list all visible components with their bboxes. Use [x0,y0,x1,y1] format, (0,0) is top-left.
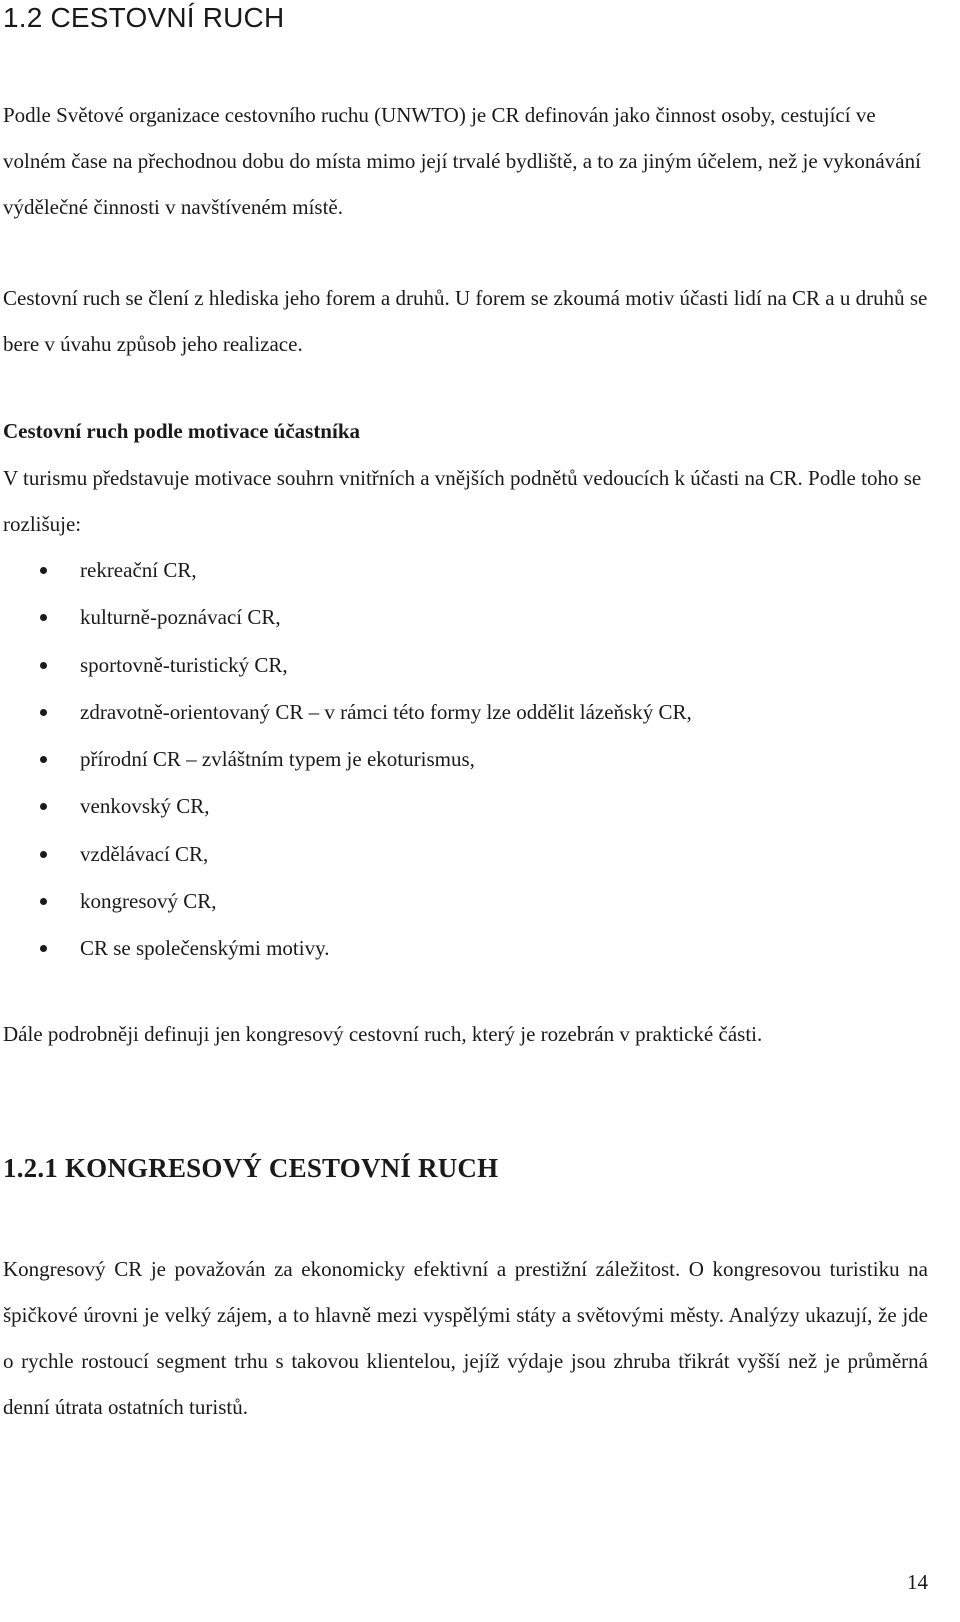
list-item [0,689,692,736]
list-item [0,783,692,830]
list-item [0,736,692,783]
bullet-icon [40,567,47,574]
list-item-text: kongresový CR, [80,889,217,914]
list-item [0,925,692,972]
bullet-icon [40,945,47,952]
list-item-text: sportovně-turistický CR, [80,652,288,677]
list-item-text: rekreační CR, [80,558,197,582]
list-item [0,594,692,641]
bullet-icon [40,898,47,905]
list-item-text: venkovský CR, [80,794,210,819]
section-title: 1.2 CESTOVNÍ RUCH [3,2,285,33]
list-item-text: přírodní CR – zvláštním typem je ekoturismus, [80,747,475,772]
list-item-text: zdravotně-orientovaný CR – v rámci této formy lze oddělit lázeňský CR, [80,699,692,724]
motivation-heading: Cestovní ruch podle motivace účastníka [3,419,360,443]
list-item [0,831,692,878]
bullet-icon [40,709,47,716]
intro-paragraph: Podle Světové organizace cestovního ruchu (UNWTO) je CR definován jako činnost osoby, cestující ve volném čase na přechodnou dobu do místa mimo její trvalé bydliště, a to za jiným účelem, než je vykonávání výdělečné činnosti v navštíveném místě. [3,103,921,219]
bullet-icon [40,662,47,669]
further-paragraph: Dále podrobněji definuji jen kongresový cestovní ruch, který je rozebrán v praktické části. [3,1022,763,1046]
bullet-icon [40,851,47,858]
division-paragraph: Cestovní ruch se člení z hlediska jeho forem a druhů. U forem se zkoumá motiv účasti lidí na CR a u druhů se bere v úvahu způsob jeho realizace. [3,286,928,356]
subsection-title: 1.2.1 KONGRESOVÝ CESTOVNÍ RUCH [3,1153,499,1183]
list-item-text: kulturně-poznávací CR, [80,605,281,630]
list-item-text: CR se společenskými motivy. [80,936,330,961]
congress-paragraph: Kongresový CR je považován za ekonomicky efektivní a prestižní záležitost. O kongresovou turistiku na špičkové úrovni je velký zájem, a to hlavně mezi vyspělými státy a světovými městy. Analýzy ukazují, že jde o rychle rostoucí segment trhu s takovou klientelou, jejíž výdaje jsou zhruba třikrát vyšší než je průměrná denní útrata ostatních turistů. [3,1257,928,1419]
list-item-text: vzdělávací CR, [80,841,209,866]
bullet-icon [40,803,47,810]
list-item [0,878,692,925]
list-item [0,642,692,689]
motivation-paragraph: V turismu představuje motivace souhrn vnitřních a vnějších podnětů vedoucích k účasti na CR. Podle toho se rozlišuje: [3,466,922,536]
bullet-icon [40,614,47,621]
list-item [0,547,692,594]
motivation-types-list [0,547,692,973]
page-number: 14 [907,1570,928,1594]
bullet-icon [40,756,47,763]
